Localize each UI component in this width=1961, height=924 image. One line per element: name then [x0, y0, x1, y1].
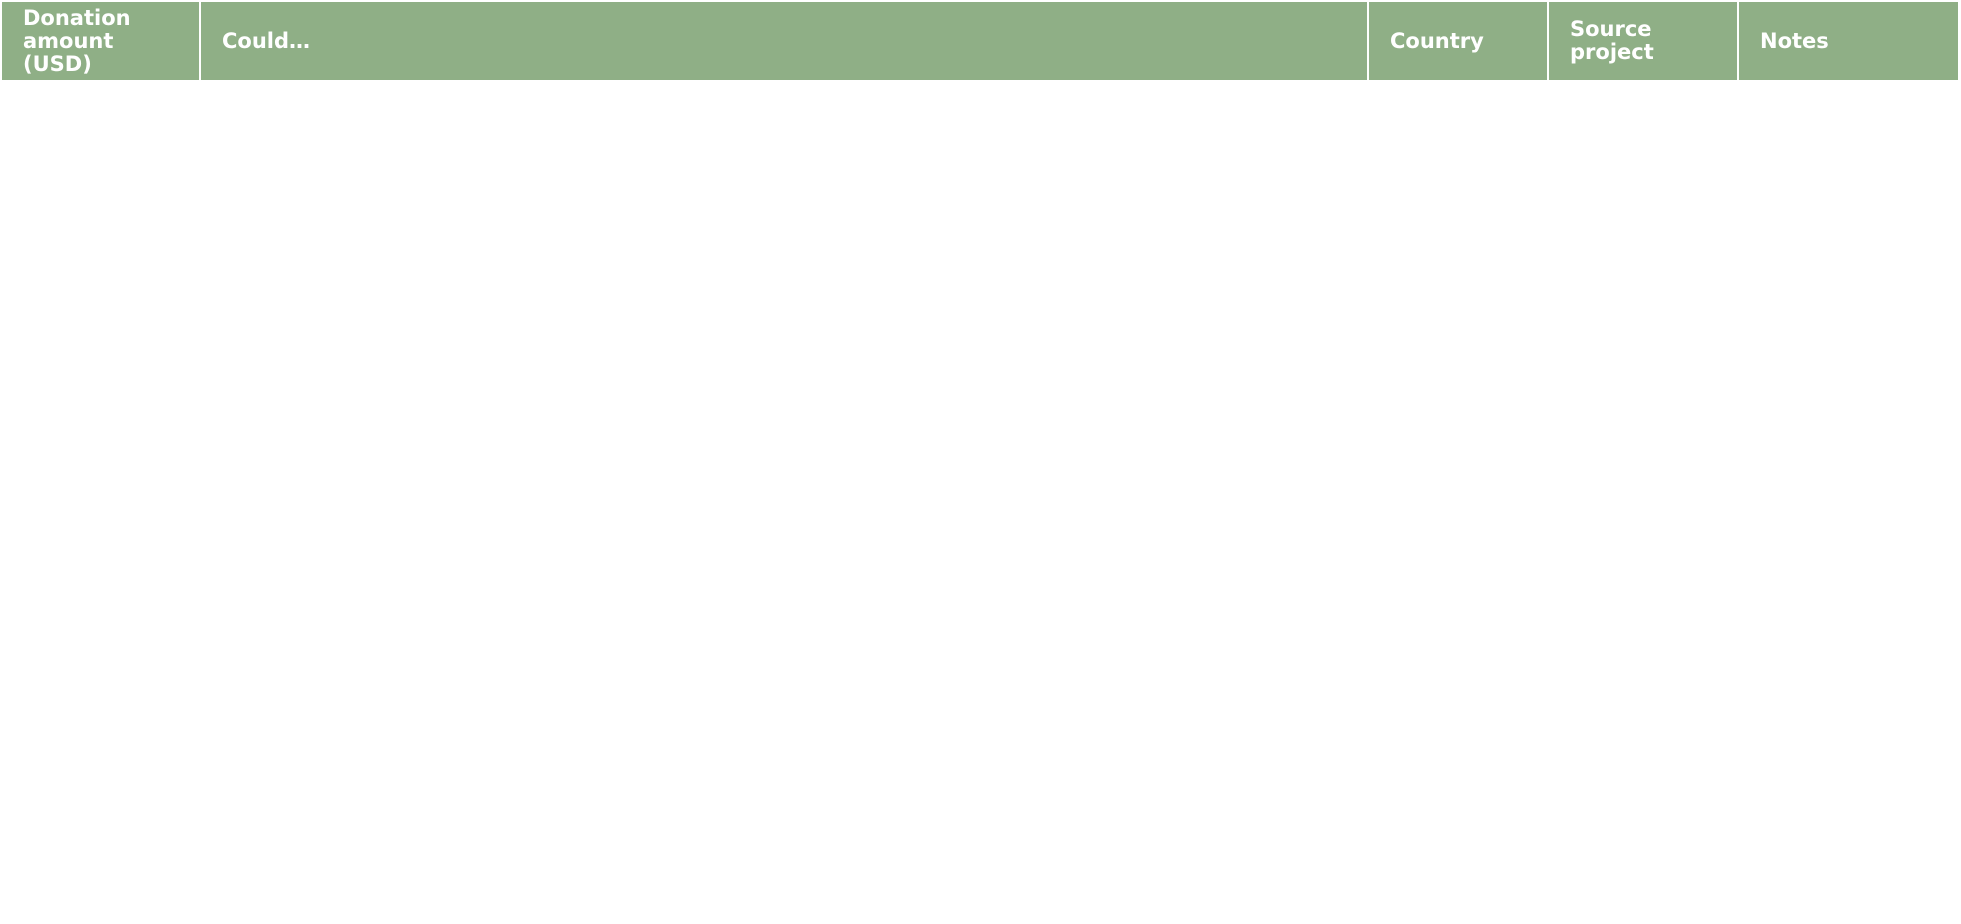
table-header	[2, 2, 1958, 80]
donation-table-container	[2, 2, 1958, 80]
column-header-source-project: Source project	[1548, 2, 1738, 80]
column-header-could: Could…	[200, 2, 1368, 80]
header-row	[2, 2, 1958, 80]
donation-table	[2, 2, 1958, 80]
column-header-notes: Notes	[1738, 2, 1958, 80]
column-header-donation-amount: Donation amount (USD)	[2, 2, 200, 80]
column-header-country: Country	[1368, 2, 1548, 80]
empty-content-area	[0, 80, 1961, 924]
